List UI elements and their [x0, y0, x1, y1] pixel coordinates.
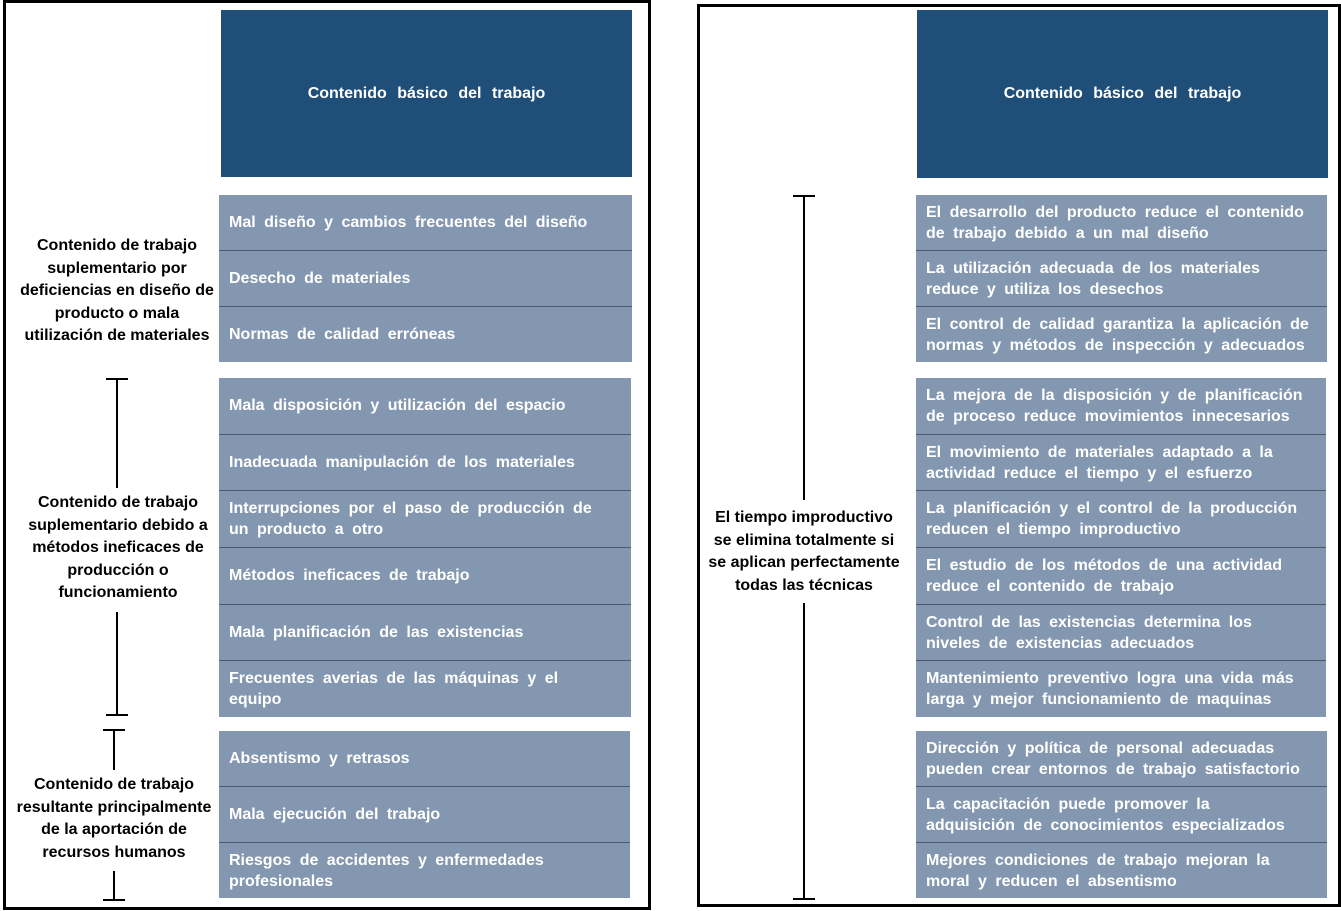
item-text: El movimiento de materiales adaptado a la actividad reduce el tiempo y el esfuerzo [926, 443, 1273, 482]
bracket-bottom-tick [103, 899, 125, 901]
item-text: El estudio de los métodos de una actividad reduce el contenido de trabajo [926, 556, 1283, 595]
technique-item [916, 660, 1326, 717]
work-content-item [219, 604, 631, 661]
item-text: Mala disposición y utilización del espacio [229, 397, 566, 415]
technique-item [916, 786, 1327, 842]
technique-item [916, 842, 1327, 898]
item-text: Métodos ineficaces de trabajo [229, 567, 470, 585]
technique-item [916, 731, 1327, 786]
basic-work-content-header [917, 10, 1328, 178]
work-content-item [219, 490, 631, 547]
item-text: Frecuentes averias de las máquinas y el equipo [229, 670, 559, 709]
ineffective-time-label: El tiempo improductivo se elimina totalmente si se aplican perfectamente todas las técnicas [708, 509, 900, 594]
work-content-item [219, 842, 630, 898]
bracket-bottom-tick [106, 714, 128, 716]
human-resources-label: Contenido de trabajo resultante principalmente de la aportación de recursos humanos [16, 776, 212, 861]
methods-solutions-group [916, 378, 1326, 717]
item-text: Control de las existencias determina los niveles de existencias adecuados [926, 613, 1252, 652]
right-panel [697, 4, 1341, 907]
bracket-line-upper [116, 378, 118, 488]
work-content-item [219, 195, 632, 250]
item-text: Normas de calidad erróneas [229, 326, 456, 343]
bracket-bottom-tick [793, 898, 815, 900]
item-text: Mantenimiento preventivo logra una vida más larga y mejor funcionamiento de maquinas [926, 670, 1294, 709]
technique-item [916, 378, 1326, 434]
item-text: Dirección y política de personal adecuadas pueden crear entornos de trabajo satisfactorio [926, 739, 1300, 778]
work-content-item [219, 378, 631, 434]
human-resources-solutions-group [916, 731, 1327, 898]
item-text: Mejores condiciones de trabajo mejoran la moral y reducen el absentismo [926, 851, 1270, 890]
work-content-item [219, 660, 631, 717]
item-text: Mal diseño y cambios frecuentes del diseño [229, 214, 588, 231]
technique-item [916, 604, 1326, 661]
item-text: El desarrollo del producto reduce el contenido de trabajo debido a un mal diseño [926, 203, 1304, 242]
technique-item [916, 195, 1327, 250]
basic-work-content-header [221, 10, 632, 177]
header-title: Contenido básico del trabajo [307, 84, 546, 102]
work-content-item [219, 250, 632, 306]
bracket-line-upper [113, 729, 115, 770]
methods-deficiency-label: Contenido de trabajo suplementario debido a métodos ineficaces de producción o funcionamiento [28, 494, 208, 601]
technique-item [916, 250, 1327, 306]
work-content-item [219, 786, 630, 842]
item-text: La capacitación puede promover la adquisición de conocimientos especializados [926, 795, 1285, 834]
human-resources-group [219, 731, 630, 898]
item-text: La mejora de la disposición y de planificación de proceso reduce movimientos innecesarios [926, 386, 1303, 425]
design-deficiency-label: Contenido de trabajo suplementario por deficiencias en diseño de producto o mala utilización de materiales [20, 237, 214, 344]
item-text: Inadecuada manipulación de los materiales [229, 454, 575, 471]
item-text: El control de calidad garantiza la aplicación de normas y métodos de inspección y adecuados [926, 315, 1309, 354]
methods-group [219, 378, 631, 717]
item-text: Mala ejecución del trabajo [229, 806, 441, 823]
item-text: Desecho de materiales [229, 270, 411, 287]
design-materials-group [219, 195, 632, 362]
item-text: La utilización adecuada de los materiales reduce y utiliza los desechos [926, 259, 1260, 298]
technique-item [916, 434, 1326, 491]
design-materials-solutions-group [916, 195, 1327, 362]
item-text: Absentismo y retrasos [229, 750, 410, 767]
header-title: Contenido básico del trabajo [1003, 85, 1242, 102]
technique-item [916, 547, 1326, 604]
left-panel [3, 0, 651, 910]
work-content-item [219, 731, 630, 786]
technique-item [916, 490, 1326, 547]
bracket-line-lower [116, 612, 118, 715]
bracket-line-lower [113, 871, 115, 901]
work-content-item [219, 434, 631, 491]
item-text: Interrupciones por el paso de producción de un producto a otro [229, 500, 592, 539]
work-content-item [219, 547, 631, 604]
technique-item [916, 306, 1327, 362]
item-text: La planificación y el control de la producción reducen el tiempo improductivo [926, 500, 1298, 539]
bracket-line-lower [803, 603, 805, 900]
item-text: Mala planificación de las existencias [229, 624, 524, 642]
item-text: Riesgos de accidentes y enfermedades profesionales [229, 851, 544, 890]
bracket-line-upper [803, 195, 805, 500]
work-content-item [219, 306, 632, 362]
